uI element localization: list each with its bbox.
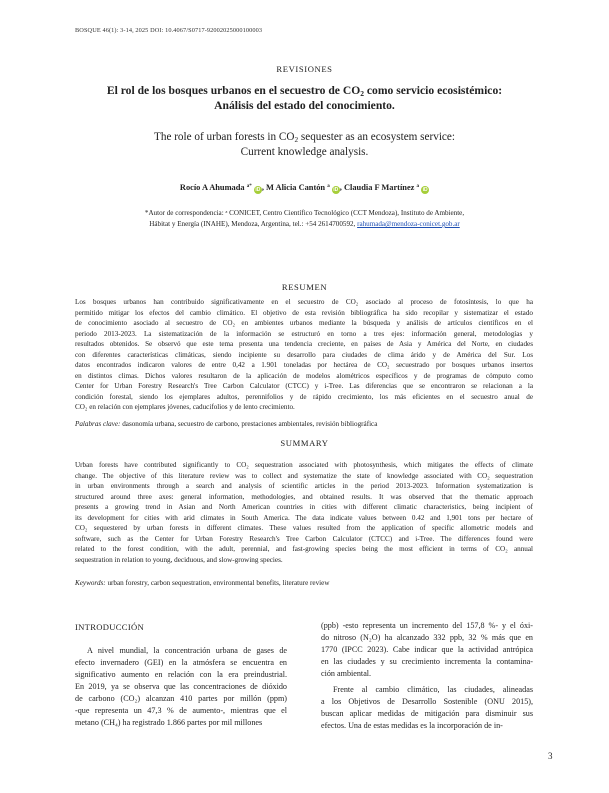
author-list: Rocío A Ahumada $^{a*}$ iD , M Alicia Cantón $^a$ iD , Claudia F Martínez $^a$ iD xyxy=(179,183,428,193)
text-line: 1770 (IPCC 2023). Cabe indicar que la actividad antrópica xyxy=(321,645,533,655)
title-english: The role of urban forests in $CO_2$ sequester as an ecosystem service: Current knowledge analysis. xyxy=(154,131,455,158)
text-line: sequestration in relation to young, deciduous, and slow-growing species. xyxy=(75,555,283,564)
text-line: de carbono (CO₂) alcanzan 410 partes por millón (ppm) xyxy=(75,694,287,704)
keywords: Keywords: urban forestry, carbon sequestration, environmental benefits, literature review xyxy=(75,579,330,587)
text-line: con diferentes características climáticas, siendo incipiente su desarrollo para ciudades de clima árido y de América del Sur. Los xyxy=(75,350,533,359)
text-line: -que representa un 47,3 % de aumento-, mientras que el xyxy=(75,706,287,716)
text-line: permitido mitigar los efectos del cambio climático. El objetivo de esta revisión bibliográfica ha sido recopilar y sistematizar el estado xyxy=(75,308,533,317)
text-line: en las ciudades y su crecimiento incrementa la contamina- xyxy=(321,657,533,667)
intro-heading: INTRODUCCIÓN xyxy=(75,622,145,632)
text-line: efectos. Una de estas medidas es la incorporación de in- xyxy=(321,721,503,731)
text-line: condición forestal, siendo los ejemplares adultos, perennifolios y de rápido crecimiento, los más eficientes en el secuestro anual de xyxy=(75,392,533,401)
orcid-icon[interactable]: iD xyxy=(333,187,339,193)
orcid-icon[interactable]: iD xyxy=(422,187,428,193)
page-number: 3 xyxy=(548,751,553,761)
text-line: resultados obtenidos. Se observó que este tema presenta una tendencia creciente, en países de Asia y América del Norte, en ciudades xyxy=(75,340,533,349)
text-line: periodo 2013-2023. La sistematización de la información se estructuró en torno a tres ejes: información general, metodologías y xyxy=(75,329,533,338)
text-line: buscan aplicar medidas de mitigación para disminuir sus xyxy=(321,709,533,719)
email-link[interactable]: rahumada@mendoza-conicet.gob.ar xyxy=(357,220,460,228)
affiliation: *Autor de correspondencia: ᵃ CONICET, Centro Científico Tecnológico (CCT Mendoza), Instituto de Ambiente, Hábitat y Energía (INAHE), Mendoza, Argentina, tel.: +54 2614700592, rahumada@mendoza-conicet.gob.ar xyxy=(144,209,465,228)
intro-left-column xyxy=(75,645,287,729)
text-line: Frente al cambio climático, las ciudades, alineadas xyxy=(333,685,533,695)
text-line: Center for Urban Forestry Research's Tree Carbon Calculator (CTCC) y i-Tree. Las diferencias que se encontraron se relacionan a la xyxy=(75,382,533,391)
text-line: a los Objetivos de Desarrollo Sostenible (ONU 2015), xyxy=(321,697,533,707)
author-name: Claudia F Martínez xyxy=(343,183,415,192)
text-line: change. The objective of this literature review was to collect and systematize the state of knowledge associated with CO₂ sequestration xyxy=(75,471,533,480)
text-line: its development for cities with arid climates in South America. The data indicate values between 0.42 and 1,901 tons per hectare of xyxy=(75,513,533,522)
text-line: structured around three axes: general information, methodologies, and obtained results. It was observed that the thematic approach xyxy=(75,492,533,501)
text-line: CO₂ en relación con ejemplares jóvenes, caducifolios y de lento crecimiento. xyxy=(75,403,295,412)
text-line: Los bosques urbanos han contribuido significativamente en el secuestro de CO₂ asociado al proceso de fotosíntesis, lo que ha xyxy=(75,298,533,306)
text-line: significativo aumento en relación con la era preindustrial. xyxy=(75,670,287,680)
text-line: metano (CH₄) ha registrado 1.866 partes por mil millones xyxy=(75,718,263,728)
running-head: BOSQUE 46(1): 3-14, 2025 DOI: 10.4067/S0717-92002025000100003 xyxy=(75,27,263,34)
palabras-clave: Palabras clave: dasonomía urbana, secuestro de carbono, prestaciones ambientales, revisión bibliográfica xyxy=(75,420,378,428)
resumen-heading: RESUMEN xyxy=(281,282,328,292)
title-spanish: El rol de los bosques urbanos en el secuestro de $CO_2$ como servicio ecosistémico: Análisis del estado del conocimiento. xyxy=(106,84,503,112)
summary-heading: SUMMARY xyxy=(280,438,329,448)
text-line: (ppb) -esto representa un incremento del 157,8 %- y el óxi- xyxy=(321,621,533,630)
text-line: en distintos climas. Dichos valores resultaron de la aplicación de modelos alométricos específicos y de programas de cómputo como xyxy=(75,371,533,380)
text-line: efecto invernadero (GEI) en la atmósfera se encuentra en xyxy=(75,658,287,668)
text-line: related to the forest condition, with the adult, perennial, and fast-growing species being the most efficient in terms of CO₂ annual xyxy=(75,545,533,554)
text-line: do nitroso (N₂O) ha alcanzado 332 ppb, 32 % más que en xyxy=(321,633,533,643)
text-line: software, such as the Center for Urban Forestry Research's Tree Carbon Calculator (CTCC) and i-Tree. The differences found were xyxy=(75,534,533,543)
text-line: de conocimiento asociado al secuestro de CO₂ en ambientes urbanos mediante la búsqueda y análisis de artículos científicos en el xyxy=(75,319,533,328)
summary-text xyxy=(75,460,533,565)
intro-right-column xyxy=(321,620,533,732)
text-line: CO₂ sequestered by urban forests in different climates. These values resulted from the application of specific allometric models and xyxy=(75,524,533,533)
section-label: REVISIONES xyxy=(276,64,333,74)
orcid-icon[interactable]: iD xyxy=(255,187,261,193)
text-line: A nivel mundial, la concentración urbana de gases de xyxy=(87,646,287,655)
author-name: Rocío A Ahumada xyxy=(179,183,245,192)
text-line: Urban forests have contributed significantly to CO₂ sequestration associated with photosynthesis, which mitigates the effects of climate xyxy=(75,461,533,469)
text-line: presents a growing trend in Asian and North American countries in cities with different climatic characteristics, being incipient of xyxy=(75,503,533,512)
resumen-text xyxy=(75,297,533,413)
text-line: En 2019, ya se observa que las concentraciones de dióxido xyxy=(75,682,287,692)
author-name: M Alicia Cantón xyxy=(266,183,326,192)
text-line: datos encontrados indicaron valores de entre 0,42 a 1.901 toneladas por hectárea de CO₂ secuestrado por bosques urbanos insertos xyxy=(75,361,533,370)
text-line: in urban environments through a search and analysis of scientific articles in the period 2013-2023. Information systematization is xyxy=(75,482,533,491)
text-line: ción ambiental. xyxy=(321,669,372,679)
